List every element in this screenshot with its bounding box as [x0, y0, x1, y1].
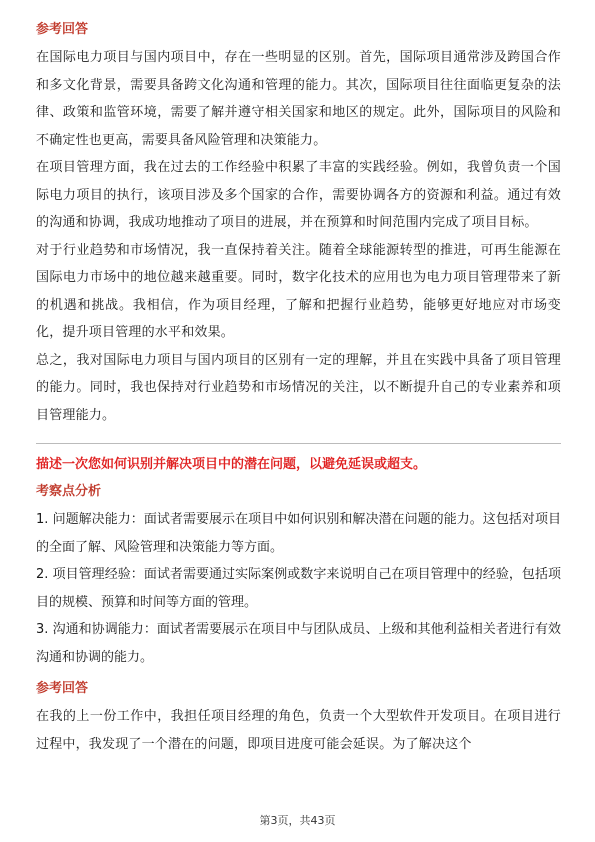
answer-paragraph: 总之，我对国际电力项目与国内项目的区别有一定的理解，并且在实践中具备了项目管理的能力。同时，我也保持对行业趋势和市场情况的关注，以不断提升自己的专业素养和项目管理能力。 — [36, 352, 561, 423]
analysis-item: 2. 项目管理经验：面试者需要通过实际案例或数字来说明自己在项目管理中的经验，包括项目的规模、预算和时间等方面的管理。 — [36, 567, 561, 610]
section-divider — [36, 443, 561, 444]
spacer — [36, 671, 561, 679]
answer-paragraph: 在项目管理方面，我在过去的工作经验中积累了丰富的实践经验。例如，我曾负责一个国际电力项目的执行，该项目涉及多个国家的合作，需要协调各方的资源和利益。通过有效的沟通和协调，我成功地推动了项目的进展，并在预算和时间范围内完成了项目目标。 — [36, 160, 561, 230]
analysis-heading: 考察点分析 — [36, 484, 102, 499]
reference-answer-heading: 参考回答 — [36, 22, 89, 37]
document-page — [36, 20, 561, 758]
analysis-item: 3. 沟通和协调能力：面试者需要展示在项目中与团队成员、上级和其他利益相关者进行有效沟通和协调的能力。 — [36, 622, 561, 665]
interview-question: 描述一次您如何识别并解决项目中的潜在问题，以避免延误或超支。 — [36, 457, 427, 472]
page-number: 第3页，共43页 — [259, 814, 336, 827]
analysis-item: 1. 问题解决能力：面试者需要展示在项目中如何识别和解决潜在问题的能力。这包括对项目的全面了解、风险管理和决策能力等方面。 — [36, 512, 561, 555]
answer-paragraph: 对于行业趋势和市场情况，我一直保持着关注。随着全球能源转型的推进，可再生能源在国际电力市场中的地位越来越重要。同时，数字化技术的应用也为电力项目管理带来了新的机遇和挑战。我相信，作为项目经理，了解和把握行业趋势，能够更好地应对市场变化，提升项目管理的水平和效果。 — [36, 242, 561, 340]
answer-paragraph: 在国际电力项目与国内项目中，存在一些明显的区别。首先，国际项目通常涉及跨国合作和多文化背景，需要具备跨文化沟通和管理的能力。其次，国际项目往往面临更复杂的法律、政策和监管环境，需要了解并遵守相关国家和地区的规定。此外，国际项目的风险和不确定性也更高，需要具备风险管理和决策能力。 — [36, 50, 561, 148]
answer-paragraph-2: 在我的上一份工作中，我担任项目经理的角色，负责一个大型软件开发项目。在项目进行过程中，我发现了一个潜在的问题，即项目进度可能会延误。为了解决这个 — [36, 709, 561, 752]
reference-answer-heading-2: 参考回答 — [36, 681, 89, 696]
